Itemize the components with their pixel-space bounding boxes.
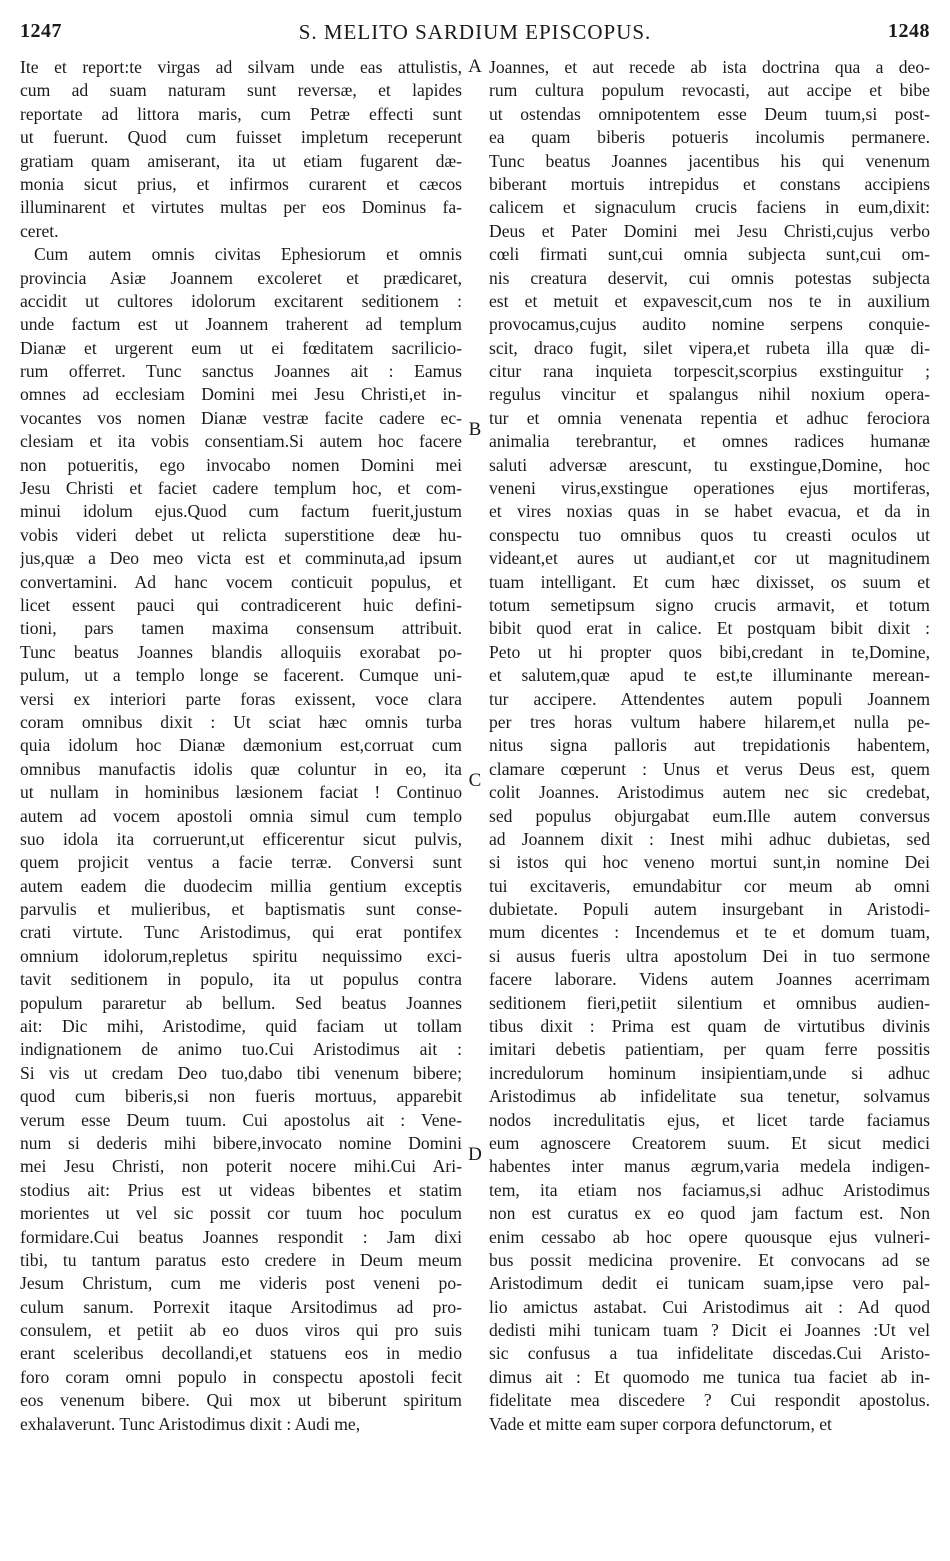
text-line: num si dederis mihi bibere,invocato nomine Domini: [20, 1132, 462, 1153]
text-line: Tunc beatus Joannes jacentibus his qui venenum: [489, 150, 930, 171]
text-line: exhalaverunt. Tunc Aristodimus dixit : Audi me,: [20, 1413, 361, 1434]
text-line: et vires noxias quas in se habet evacua, et da in: [489, 501, 930, 522]
text-line: ceret.: [20, 220, 59, 241]
text-line: dubietate. Populi autem insurgebant in Aristodi-: [489, 899, 930, 920]
text-line: Jesum Christum, cum me videris post veneni po-: [20, 1273, 462, 1294]
text-line: facere laborare. Videns autem Joannes acerrimam: [489, 969, 930, 990]
margin-letter-a: A: [468, 56, 482, 77]
text-line: formidare.Cui beatus Joannes respondit : Jam dixi: [20, 1226, 462, 1247]
text-line: eos venenum bibere. Qui mox ut biberunt spiritum: [20, 1390, 462, 1411]
text-line: ad Joannem dixit : Inest mihi adhuc dubietas, sed: [489, 828, 930, 849]
running-header: [20, 14, 930, 44]
right-text-column: [489, 56, 930, 1436]
text-line: suo idola ita corruerunt,ut efficerentur sicut pulvis,: [20, 828, 462, 849]
text-line: pulum, ut a templo longe se facerent. Cumque uni-: [20, 665, 462, 686]
text-line: saluti adversæ arescunt, tu exstingue,Domine, hoc: [489, 454, 930, 475]
text-line: culum sanum. Porrexit itaque Arsitodimus ad pro-: [20, 1296, 462, 1317]
text-line: Aristodimum dedit ei tunicam suam,ipse vero pal-: [489, 1273, 930, 1294]
text-line: bus possit medicina provenire. Et convocans ad se: [489, 1249, 930, 1270]
text-line: citur rana inquieta torpescit,scorpius exstinguitur ;: [489, 361, 930, 382]
text-line: tioni, pars tamen maxima consensum attribuit.: [20, 618, 462, 639]
text-line: totum semetipsum signo crucis armavit, et totum: [489, 594, 930, 615]
text-line: rum cultura populum revocasti, aut accipe et bibe: [489, 80, 930, 101]
text-line: tibi, tu tantum paratus esto credere in Deum meum: [20, 1249, 462, 1270]
text-line: verum esse Deum tuum. Cui apostolus ait : Vene-: [20, 1109, 462, 1130]
text-line: scit, draco fugit, silet vipera,et rubeta illa quæ di-: [489, 337, 930, 358]
text-line: reportate ad littora maris, cum Petræ effecti sunt: [20, 103, 462, 124]
text-line: Vade et mitte eam super corpora defunctorum, et: [489, 1413, 832, 1434]
text-line: autem ad vocem apostoli omnia simul cum templo: [20, 805, 462, 826]
text-line: Si vis ut credam Deo tuo,dabo tibi venenum bibere;: [20, 1062, 462, 1083]
text-line: populum pararetur ab bellum. Sed beatus Joannes: [20, 992, 462, 1013]
text-line: regulus vincitur et spalangus nihil noxium opera-: [489, 384, 930, 405]
text-line: vobis videri debet ut relicta superstitione deæ hu-: [20, 524, 462, 545]
text-line: illuminarent et virtutes multas per eos Dominus fa-: [20, 197, 462, 218]
text-line: monia sicut prius, et infirmos curarent et cæcos: [20, 173, 462, 194]
text-line: coram omnibus dixit : Ut sciat hæc omnis turba: [20, 711, 462, 732]
text-line: et salutem,quæ apud te est,te illuminante merean-: [489, 665, 930, 686]
text-line: ut ostendas omnipotentem esse Deum tuum,si post-: [489, 103, 930, 124]
text-line: ut fuerunt. Quod cum fuisset impletum receperunt: [20, 127, 462, 148]
text-line: Joannes, et aut recede ab ista doctrina qua a deo-: [489, 57, 930, 77]
text-line: minui idolum ejus.Quod cum factum fuerit,justum: [20, 501, 462, 522]
text-line: ait: Dic mihi, Aristodime, quid faciam ut tollam: [20, 1016, 462, 1037]
text-line: eum agnoscere Creatorem suum. Et sicut medici: [489, 1132, 930, 1153]
text-line: est et metuit et expavescit,cum nos te in auxilium: [489, 290, 930, 311]
text-line: tavit seditionem in populo, ita ut populus contra: [20, 969, 462, 990]
margin-letter-b: B: [468, 419, 482, 440]
text-line: Peto ut hi propter quos bibi,credant in te,Domine,: [489, 641, 930, 662]
text-line: tur et omnia venenata repentia et adhuc ferociora: [489, 407, 930, 428]
text-line: erant sceleribus decollandi,et statuens eos in medio: [20, 1343, 462, 1364]
text-line: morientes ut vel sic possit cor tuum hoc poculum: [20, 1203, 462, 1224]
text-line: sed populus objurgabat eum.Ille autem conversus: [489, 805, 930, 826]
text-line: consulem, et petiit ab eo duos viros qui pro suis: [20, 1320, 462, 1341]
text-line: tui excitaveris, emundabitur cor meum ab omni: [489, 875, 930, 896]
page-number-left: 1247: [20, 20, 62, 42]
text-line: Tunc beatus Joannes blandis alloquiis exorabat po-: [20, 641, 462, 662]
text-line: gratiam quam amiserant, ita ut etiam fugarent dæ-: [20, 150, 462, 171]
text-line: omnes ad ecclesiam Domini mei Jesu Christi,et in-: [20, 384, 462, 405]
text-line: ea quam biberis potueris incolumis permanere.: [489, 127, 930, 148]
text-line: omnium idolorum,repletus spiritu nequissimo exci-: [20, 945, 462, 966]
text-line: cœli firmati sunt,cui omnia subjecta sunt,cui om-: [489, 244, 930, 265]
text-line: dedisti mihi tunicam tuam ? Dicit ei Joannes :Ut vel: [489, 1320, 930, 1341]
text-line: Dianæ et urgerent eum ut ei fœditatem sacrilicio-: [20, 337, 462, 358]
text-line: tibus dixit : Prima est quam de virtutibus divinis: [489, 1016, 930, 1037]
text-line: accidit ut cultores idolorum excitarent seditionem :: [20, 290, 462, 311]
text-line: indignationem de animo tuo.Cui Aristodimus ait :: [20, 1039, 462, 1060]
text-line: provocamus,cujus audito nomine serpens conquie-: [489, 314, 930, 335]
left-text-column: [20, 56, 462, 1436]
text-line: habentes inter manus ægrum,varia medela indigen-: [489, 1156, 930, 1177]
text-line: stodius ait: Prius est ut videas bibentes et statim: [20, 1179, 462, 1200]
text-line: clamare cœperunt : Unus et verus Deus est, quem: [489, 758, 930, 779]
page-number-right: 1248: [888, 20, 930, 42]
text-line: nitus signa palloris aut trepidationis habentem,: [489, 735, 930, 756]
text-line: animalia terebrantur, et omnes radices humanæ: [489, 431, 930, 452]
text-line: quod cum biberis,si non fueris mortuus, apparebit: [20, 1086, 462, 1107]
text-line: mum dicentes : Incendemus et te et domum tuam,: [489, 922, 930, 943]
margin-letter-d: D: [468, 1144, 482, 1165]
text-line: fidelitate mea discedere ? Cui respondit apostolus.: [489, 1390, 930, 1411]
text-line: provincia Asiæ Joannem excoleret et prædicaret,: [20, 267, 462, 288]
text-line: unde factum est ut Joannem traherent ad templum: [20, 314, 462, 335]
text-line: imitari debetis patientiam, per quam ferre possitis: [489, 1039, 930, 1060]
text-line: non est curatus ex eo quod jam factum est. Non: [489, 1203, 930, 1224]
text-line: Jesu Christi et faciet cadere templum hoc, et com-: [20, 478, 462, 499]
text-line: vocantes vos nomen Dianæ vestræ facite cadere ec-: [20, 407, 462, 428]
text-line: si ausus fueris ultra apostolum Dei in tuo sermone: [489, 945, 930, 966]
text-line: cum ad suam naturam sunt reversæ, et lapides: [20, 80, 462, 101]
text-line: licet essent pauci qui contradicerent huic defini-: [20, 594, 462, 615]
text-line: calicem et signaculum crucis faciens in eum,dixit:: [489, 197, 930, 218]
text-line: enim cessabo ab hoc opere quousque ejus vulneri-: [489, 1226, 930, 1247]
text-line: omnibus manufactis idolis quæ coluntur in eo, ita: [20, 758, 462, 779]
text-line: quia idolum hoc Dianæ dæmonium est,corruat cum: [20, 735, 462, 756]
text-line: biberant mortuis intrepidus et constans accipiens: [489, 173, 930, 194]
text-line: incredulorum hominum insipientiam,unde si adhuc: [489, 1062, 930, 1083]
text-line: foro coram omni populo in conspectu apostoli fecit: [20, 1366, 462, 1387]
text-line: tuam intelligant. Et cum hæc dixisset, os suum et: [489, 571, 930, 592]
text-line: clesiam et ita vobis consentiam.Si autem hoc facere: [20, 431, 462, 452]
text-line: lio amictus astabat. Cui Aristodimus ait : Ad quod: [489, 1296, 930, 1317]
text-line: Ite et report:te virgas ad silvam unde eas attulistis,: [20, 57, 462, 77]
running-title: S. MELITO SARDIUM EPISCOPUS.: [298, 20, 652, 44]
text-line: versi ex interiori parte foras exissent, voce clara: [20, 688, 462, 709]
text-line: non potueritis, ego invocabo nomen Domini mei: [20, 454, 462, 475]
text-line: ut nullam in hominibus læsionem faciat ! Continuo: [20, 782, 462, 803]
text-line: Deus et Pater Domini mei Jesu Christi,cujus verbo: [489, 220, 930, 241]
text-line: quem projicit ventus a facie terræ. Conversi sunt: [20, 852, 462, 873]
text-line: jus,quæ a Deo meo victa est et comminuta,ad ipsum: [20, 548, 462, 569]
text-line: Aristodimus ab infidelitate sua tenetur, solvamus: [489, 1086, 930, 1107]
text-line: rum offerret. Tunc sanctus Joannes ait : Eamus: [20, 361, 462, 382]
text-line: veneni virus,exstingue operationes ejus mortiferas,: [489, 478, 930, 499]
text-line: seditionem fieri,petiit silentium et omnibus audien-: [489, 992, 930, 1013]
text-line: Cum autem omnis civitas Ephesiorum et omnis: [34, 244, 462, 265]
text-line: videant,et aures ut audiant,et cor ut magnitudinem: [489, 548, 930, 569]
margin-letter-c: C: [468, 770, 482, 791]
text-line: nis creatura deservit, cui omnis potestas subjecta: [489, 267, 930, 288]
text-line: dimus ait : Et quomodo me tunica tua faciet ab in-: [489, 1366, 930, 1387]
text-line: nodos incredulitatis ejus, et licet tarde faciamus: [489, 1109, 930, 1130]
text-line: autem eadem die duodecim millia gentium exceptis: [20, 875, 462, 896]
text-line: mei Jesu Christi, non poterit nocere mihi.Cui Ari-: [20, 1156, 462, 1177]
text-line: sic confusus a tua infidelitate discedas.Cui Aristo-: [489, 1343, 930, 1364]
text-line: convertamini. Ad hanc vocem conticuit populus, et: [20, 571, 462, 592]
text-line: tem, ita etiam nos faciamus,si adhuc Aristodimus: [489, 1179, 930, 1200]
text-line: parvulis et mulieribus, et baptismatis sunt conse-: [20, 899, 462, 920]
text-line: si istos qui hoc veneno mortui sunt,in nomine Dei: [489, 852, 930, 873]
text-line: bibit quod erat in calice. Et postquam bibit dixit :: [489, 618, 930, 639]
text-line: tur accipere. Attendentes autem populi Joannem: [489, 688, 930, 709]
text-line: crati virtute. Tunc Aristodimus, qui erat pontifex: [20, 922, 462, 943]
text-line: per tres horas vultum habere hilarem,et nulla pe-: [489, 711, 930, 732]
text-line: colit Joannes. Aristodimus autem nec sic credebat,: [489, 782, 930, 803]
text-line: conspectu tuo omnibus quos tu creasti oculos ut: [489, 524, 930, 545]
